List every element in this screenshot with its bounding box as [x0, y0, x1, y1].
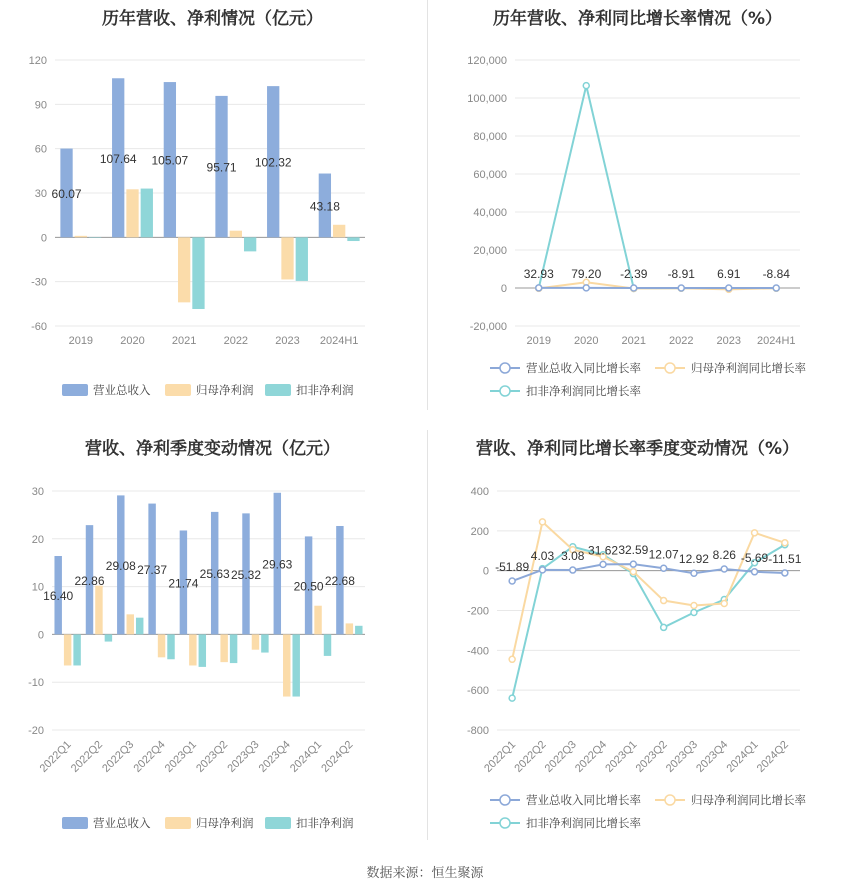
chart1-xtick-label: 2024H1	[319, 335, 359, 347]
chart4-line-net-profit-growth	[512, 522, 785, 659]
chart1-bar-deducted-profit	[296, 237, 308, 281]
chart3-xtick-label: 2023Q3	[225, 738, 262, 775]
chart4-point-net-profit-growth	[721, 601, 727, 607]
chart3-ytick-label: 10	[31, 581, 44, 594]
chart3-xtick-label: 2023Q4	[256, 738, 293, 775]
chart2-legend-label: 扣非净利润同比增长率	[526, 386, 641, 398]
chart2-legend-label: 营业总收入同比增长率	[526, 363, 641, 375]
chart2-point-revenue-growth	[631, 285, 637, 291]
chart1-ytick-label: 60	[34, 143, 47, 156]
chart3-ytick-label: 30	[31, 486, 44, 498]
chart4-point-deducted-growth	[509, 695, 515, 701]
chart4-xtick-label: 2024Q1	[724, 738, 761, 775]
chart1-ytick-label: 0	[40, 232, 47, 245]
chart3-xtick-label: 2024Q1	[287, 738, 325, 775]
chart4-ytick-label: 200	[470, 525, 489, 538]
chart3-data-label: 22.68	[324, 574, 355, 589]
chart3-bar-net-profit	[127, 614, 134, 634]
chart1-data-label: 107.64	[99, 151, 137, 166]
chart3-ytick-label: 0	[37, 629, 44, 642]
chart1-ytick-label: 120	[28, 55, 47, 67]
chart1-data-label: 43.18	[309, 199, 340, 214]
chart4-xtick-label: 2023Q4	[694, 738, 731, 775]
chart3-data-label: 25.63	[199, 567, 230, 582]
chart1-bar-net-profit	[281, 237, 293, 279]
chart2-point-revenue-growth	[678, 285, 684, 291]
chart2-ytick-label: 60,000	[473, 169, 507, 181]
chart3-bar-net-profit	[189, 634, 196, 665]
chart3-bar-net-profit	[283, 634, 290, 696]
chart4-point-revenue-growth	[752, 569, 758, 575]
chart1-legend-swatch	[165, 384, 191, 396]
chart2-ytick-label: 100,000	[467, 93, 507, 105]
chart3-legend-swatch	[165, 817, 191, 829]
chart2-data-label: -2.39	[620, 267, 648, 282]
chart3-xtick-label: 2024Q2	[319, 738, 356, 775]
chart4-data-label: -11.51	[768, 551, 802, 566]
chart4-point-net-profit-growth	[661, 598, 667, 604]
chart2-ytick-label: -20,000	[469, 321, 507, 333]
chart3-legend-swatch	[62, 817, 88, 829]
chart3-bar-net-profit	[158, 634, 165, 657]
chart4-xtick-label: 2023Q1	[603, 738, 640, 775]
chart4-data-label: 12.92	[678, 552, 709, 567]
chart4-point-revenue-growth	[661, 565, 667, 571]
chart4-xtick-label: 2022Q2	[512, 738, 549, 775]
chart3-title: 营收、净利季度变动情况（亿元）	[85, 439, 340, 459]
chart4-xtick-label: 2022Q1	[482, 738, 519, 775]
chart1-xtick-label: 2021	[171, 335, 197, 347]
chart3-xtick-label: 2023Q2	[194, 738, 231, 775]
chart3-xtick-label: 2022Q4	[131, 738, 168, 775]
chart3-legend-label: 营业总收入	[93, 818, 151, 830]
chart1-legend-swatch	[62, 384, 88, 396]
chart3-ytick-label: 20	[31, 533, 44, 546]
chart4-point-revenue-growth	[509, 578, 515, 584]
chart4-xtick-label: 2022Q3	[542, 738, 579, 775]
chart4-title: 营收、净利同比增长率季度变动情况（%）	[475, 439, 800, 459]
chart1-data-label: 105.07	[151, 153, 189, 168]
chart1-bar-deducted-profit	[347, 237, 359, 241]
chart4-data-label: -51.89	[495, 560, 530, 575]
chart2-xtick-label: 2023	[716, 335, 741, 347]
chart1-xtick-label: 2022	[223, 335, 249, 347]
chart4-ytick-label: -600	[466, 685, 489, 698]
chart3-xtick-label: 2023Q1	[162, 738, 199, 775]
chart3-bar-deducted-profit	[199, 634, 206, 667]
chart4-ytick-label: 0	[482, 565, 489, 578]
chart3-data-label: 20.50	[293, 579, 324, 594]
chart1-bar-net-profit	[333, 225, 345, 238]
chart1-data-label: 102.32	[254, 155, 292, 170]
chart2-title: 历年营收、净利同比增长率情况（%）	[492, 9, 783, 29]
chart1-data-label: 60.07	[51, 186, 82, 201]
chart3-bar-net-profit	[220, 634, 227, 662]
data-source-label: 数据来源：恒生聚源	[366, 865, 484, 880]
chart4-point-revenue-growth	[782, 570, 788, 576]
chart1-legend-label: 归母净利润	[196, 385, 254, 397]
chart4-point-net-profit-growth	[691, 603, 697, 609]
chart2-data-label: 32.93	[523, 266, 554, 281]
chart4-legend-label: 营业总收入同比增长率	[526, 795, 641, 807]
chart3-bar-net-profit	[64, 634, 71, 665]
chart2-ytick-label: 80,000	[473, 131, 507, 143]
chart4-point-net-profit-growth	[782, 540, 788, 546]
chart2-data-label: -8.91	[667, 267, 695, 282]
chart4-legend-swatch-marker	[500, 818, 510, 828]
chart4-point-revenue-growth	[600, 561, 606, 567]
chart4-point-net-profit-growth	[630, 569, 636, 575]
chart2-point-revenue-growth	[726, 285, 732, 291]
chart3-data-label: 16.40	[43, 589, 74, 604]
chart4-point-revenue-growth	[721, 566, 727, 572]
chart4-xtick-label: 2024Q2	[754, 738, 791, 775]
chart3-legend-swatch	[265, 817, 291, 829]
chart3-bar-deducted-profit	[261, 634, 268, 652]
chart1-bar-deducted-profit	[141, 189, 153, 238]
chart2-point-revenue-growth	[773, 285, 779, 291]
chart1-bar-net-profit	[75, 236, 87, 237]
chart1-xtick-label: 2020	[120, 335, 145, 347]
chart4-data-label: 31.62	[588, 543, 619, 558]
chart2-point-deducted-growth	[583, 83, 589, 89]
chart3-bar-deducted-profit	[73, 634, 80, 665]
chart1-bar-net-profit	[126, 189, 138, 237]
chart4-line-revenue-growth	[512, 564, 785, 581]
chart3-bar-net-profit	[346, 623, 353, 634]
chart2-legend-swatch-marker	[665, 363, 675, 373]
chart3-legend-label: 归母净利润	[196, 818, 254, 830]
chart1-xtick-label: 2023	[275, 335, 300, 347]
chart2-ytick-label: 40,000	[473, 207, 507, 219]
chart4-xtick-label: 2023Q2	[633, 738, 670, 775]
chart3-bar-deducted-profit	[355, 626, 362, 635]
chart3-data-label: 29.63	[262, 557, 293, 572]
chart1-ytick-label: -30	[31, 276, 47, 289]
chart3-data-label: 27.37	[137, 562, 168, 577]
chart2-ytick-label: 120,000	[467, 55, 507, 67]
chart1-bar-deducted-profit	[244, 237, 256, 251]
chart2-data-label: 6.91	[717, 266, 741, 281]
chart4-ytick-label: -800	[466, 725, 489, 737]
chart2-point-revenue-growth	[583, 285, 589, 291]
chart4-ytick-label: 400	[470, 486, 489, 498]
chart2-xtick-label: 2019	[526, 335, 551, 347]
chart3-bar-net-profit	[95, 586, 102, 635]
chart1-legend-label: 营业总收入	[93, 385, 151, 397]
chart3-bar-deducted-profit	[324, 634, 331, 656]
chart1-bar-deducted-profit	[89, 237, 101, 238]
chart3-bar-deducted-profit	[105, 634, 112, 641]
chart1-ytick-label: -60	[31, 321, 47, 333]
chart2-legend-label: 归母净利润同比增长率	[691, 363, 806, 375]
chart4-data-label: -5.69	[740, 550, 769, 565]
chart3-bar-deducted-profit	[136, 618, 143, 635]
chart4-data-label: 32.59	[618, 543, 649, 558]
chart4-legend-label: 归母净利润同比增长率	[691, 795, 806, 807]
chart3-bar-net-profit	[314, 606, 321, 635]
chart3-xtick-label: 2022Q1	[37, 738, 74, 775]
chart4-xtick-label: 2022Q4	[572, 738, 610, 775]
chart4-point-net-profit-growth	[752, 530, 758, 536]
chart3-data-label: 25.32	[230, 567, 262, 582]
chart3-bar-deducted-profit	[167, 634, 174, 659]
chart3-xtick-label: 2022Q2	[68, 738, 106, 775]
chart1-ytick-label: 90	[34, 99, 47, 112]
chart3-bar-deducted-profit	[230, 634, 237, 663]
chart2-ytick-label: 20,000	[473, 245, 507, 257]
chart2-ytick-label: 0	[500, 283, 507, 295]
chart1-ytick-label: 30	[34, 188, 47, 200]
chart2-point-revenue-growth	[536, 285, 542, 291]
chart3-data-label: 22.86	[74, 573, 105, 588]
chart3-data-label: 21.74	[168, 576, 199, 591]
chart4-point-net-profit-growth	[539, 519, 545, 525]
chart2-legend-swatch-marker	[500, 386, 510, 396]
chart3-bar-deducted-profit	[292, 634, 299, 696]
chart3-data-label: 29.08	[105, 558, 136, 573]
chart1-title: 历年营收、净利情况（亿元）	[102, 9, 323, 29]
chart4-data-label: 3.08	[561, 549, 585, 564]
chart4-point-revenue-growth	[570, 567, 576, 573]
chart1-bar-deducted-profit	[192, 237, 204, 309]
chart3-xtick-label: 2022Q3	[100, 738, 137, 775]
chart2-xtick-label: 2021	[621, 335, 646, 347]
chart2-legend-swatch-marker	[500, 363, 510, 373]
chart3-bar-net-profit	[252, 634, 259, 649]
chart3-ytick-label: -20	[28, 725, 44, 737]
chart4-legend-label: 扣非净利润同比增长率	[526, 818, 641, 830]
chart4-data-label: 12.07	[648, 547, 679, 562]
chart1-xtick-label: 2019	[68, 335, 94, 347]
chart4-data-label: 8.26	[712, 548, 736, 563]
chart1-data-label: 95.71	[206, 160, 237, 175]
chart4-point-deducted-growth	[661, 624, 667, 630]
chart4-point-revenue-growth	[539, 567, 545, 573]
chart1-legend-swatch	[265, 384, 291, 396]
chart1-legend-label: 扣非净利润	[296, 385, 354, 397]
chart2-xtick-label: 2020	[574, 335, 599, 347]
chart4-point-revenue-growth	[630, 561, 636, 567]
chart2-xtick-label: 2022	[669, 335, 694, 347]
chart4-xtick-label: 2023Q3	[663, 738, 701, 775]
chart4-point-deducted-growth	[691, 609, 697, 615]
chart4-legend-swatch-marker	[500, 795, 510, 805]
chart4-line-deducted-growth	[512, 545, 785, 698]
chart2-xtick-label: 2024H1	[756, 335, 796, 347]
chart4-legend-swatch-marker	[665, 795, 675, 805]
chart1-bar-net-profit	[230, 231, 242, 238]
chart4-ytick-label: -200	[466, 605, 489, 618]
chart3-ytick-label: -10	[28, 677, 44, 690]
chart4-data-label: 4.03	[530, 548, 555, 563]
chart2-line-deducted-growth	[539, 86, 777, 289]
chart4-point-net-profit-growth	[509, 656, 515, 662]
chart4-ytick-label: -400	[466, 645, 489, 658]
chart2-data-label: 79.20	[571, 266, 602, 281]
chart3-legend-label: 扣非净利润	[296, 818, 354, 830]
chart2-data-label: -8.84	[762, 267, 790, 282]
chart4-point-revenue-growth	[691, 570, 697, 576]
chart1-bar-net-profit	[178, 237, 190, 302]
